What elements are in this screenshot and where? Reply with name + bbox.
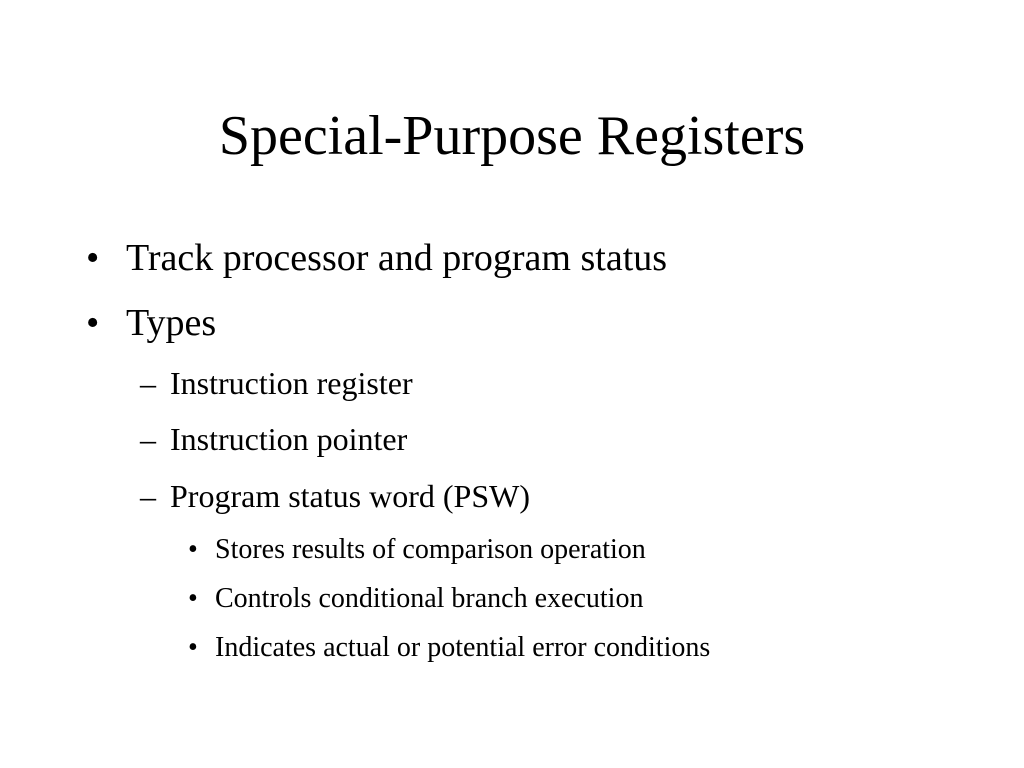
- bullet-marker: •: [86, 237, 100, 279]
- bullet-text: Types: [126, 302, 217, 344]
- sub-sub-bullet-marker: •: [188, 632, 198, 663]
- bullet-marker: •: [86, 302, 100, 344]
- sub-sub-bullet-text: Stores results of comparison operation: [215, 534, 646, 565]
- sub-sub-bullet-marker: •: [188, 534, 198, 565]
- slide-title: Special-Purpose Registers: [218, 105, 806, 167]
- sub-bullet-marker: –: [140, 421, 156, 457]
- sub-bullet-marker: –: [140, 365, 156, 401]
- sub-sub-bullet-marker: •: [188, 583, 198, 614]
- sub-sub-bullet-text: Controls conditional branch execution: [215, 583, 644, 614]
- sub-bullet-text: Program status word (PSW): [170, 478, 530, 514]
- bullet-text: Track processor and program status: [126, 237, 668, 279]
- sub-sub-bullet-text: Indicates actual or potential error conditions: [215, 632, 711, 663]
- sub-bullet-text: Instruction register: [170, 365, 413, 401]
- sub-bullet-text: Instruction pointer: [170, 421, 408, 457]
- sub-bullet-marker: –: [140, 478, 156, 514]
